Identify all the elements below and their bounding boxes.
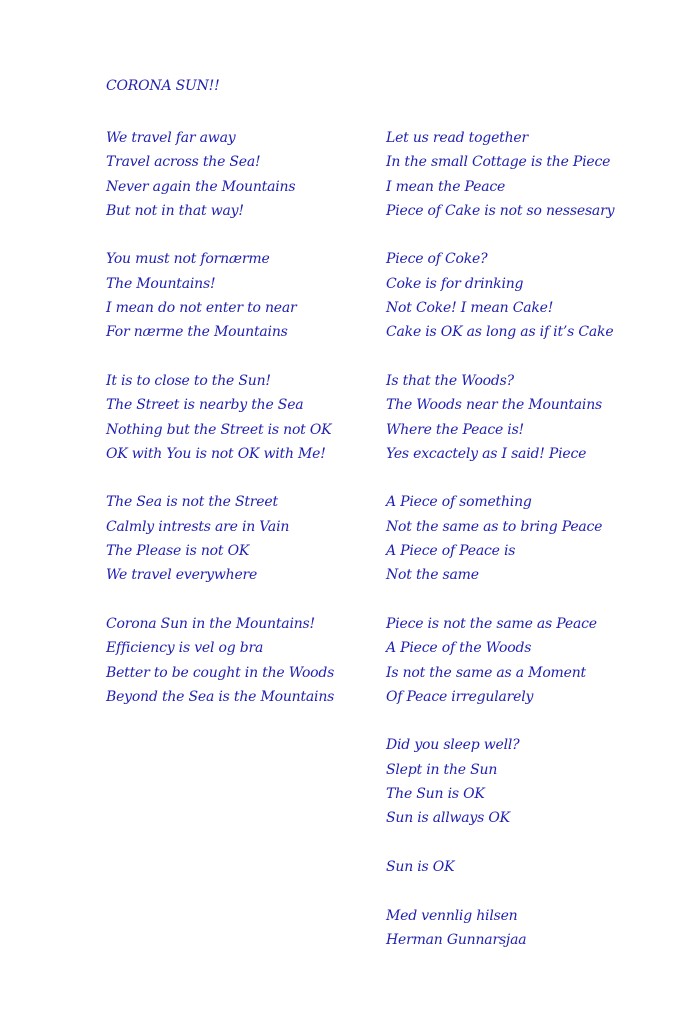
poem-line: Of Peace irregularely <box>386 688 534 705</box>
right-column <box>386 126 676 976</box>
poem-line: In the small Cottage is the Piece <box>386 154 611 171</box>
poem-line: Yes excactely as I said! Piece <box>386 445 587 462</box>
left-stanza <box>106 490 396 587</box>
poem-line: Never again the Mountains <box>106 178 296 195</box>
poem-line: We travel far away <box>106 130 236 146</box>
poem-title: CORONA SUN!! <box>106 78 220 94</box>
left-stanza <box>106 247 396 344</box>
poem-line: Did you sleep well? <box>386 737 520 754</box>
poem-line: For nærme the Mountains <box>106 324 288 341</box>
poem-line: It is to close to the Sun! <box>106 372 271 389</box>
poem-line: We travel everywhere <box>106 567 258 584</box>
poem-line: The Mountains! <box>106 275 216 292</box>
left-stanza <box>106 126 396 223</box>
poem-line: Med vennlig hilsen <box>386 907 518 924</box>
poem-line: Calmly intrests are in Vain <box>106 518 290 535</box>
poem-line: The Please is not OK <box>106 543 250 560</box>
poem-line: Sun is OK <box>386 858 455 875</box>
right-stanza <box>386 904 676 953</box>
poem-line: Where the Peace is! <box>386 421 524 438</box>
poem-line: Piece of Coke? <box>386 251 488 268</box>
left-column <box>106 126 396 733</box>
left-stanza <box>106 369 396 466</box>
right-stanza <box>386 126 676 223</box>
poem-line: Cake is OK as long as if it’s Cake <box>386 324 614 341</box>
poem-line: Coke is for drinking <box>386 275 524 292</box>
poem-line: But not in that way! <box>106 202 244 219</box>
poem-line: Herman Gunnarsjaa <box>386 931 527 948</box>
poem-line: Not Coke! I mean Cake! <box>386 300 554 317</box>
poem-line: Efficiency is vel og bra <box>106 640 264 657</box>
poem-line: Let us read together <box>386 130 528 146</box>
poem-line: The Sea is not the Street <box>106 494 278 511</box>
poem-line: I mean the Peace <box>386 178 506 195</box>
poem-line: Sun is allways OK <box>386 810 510 827</box>
right-stanza <box>386 733 676 830</box>
poem-line: The Woods near the Mountains <box>386 397 603 414</box>
poem-line: The Sun is OK <box>386 786 485 803</box>
poem-line: A Piece of something <box>386 494 532 511</box>
poem-line: Piece of Cake is not so nessesary <box>386 202 615 219</box>
poem-line: A Piece of Peace is <box>386 543 516 560</box>
poem-line: Travel across the Sea! <box>106 154 261 171</box>
poem-line: Is that the Woods? <box>386 372 514 389</box>
left-stanza <box>106 612 396 709</box>
poem-line: You must not fornærme <box>106 251 270 268</box>
poem-line: Piece is not the same as Peace <box>386 615 597 632</box>
right-stanza <box>386 369 676 466</box>
poem-line: Not the same as to bring Peace <box>386 518 603 535</box>
right-stanza <box>386 612 676 709</box>
poem-line: Corona Sun in the Mountains! <box>106 615 315 632</box>
right-stanza <box>386 490 676 587</box>
right-stanza <box>386 247 676 344</box>
poem-line: The Street is nearby the Sea <box>106 397 304 414</box>
poem-line: Not the same <box>386 567 479 584</box>
poem-line: Better to be cought in the Woods <box>106 664 335 681</box>
poem-line: Beyond the Sea is the Mountains <box>106 688 335 705</box>
poem-line: Slept in the Sun <box>386 761 498 778</box>
poem-line: Is not the same as a Moment <box>386 664 586 681</box>
poem-line: OK with You is not OK with Me! <box>106 445 326 462</box>
right-stanza <box>386 855 676 879</box>
poem-line: A Piece of the Woods <box>386 640 532 657</box>
poem-line: Nothing but the Street is not OK <box>106 421 332 438</box>
poem-line: I mean do not enter to near <box>106 300 297 317</box>
